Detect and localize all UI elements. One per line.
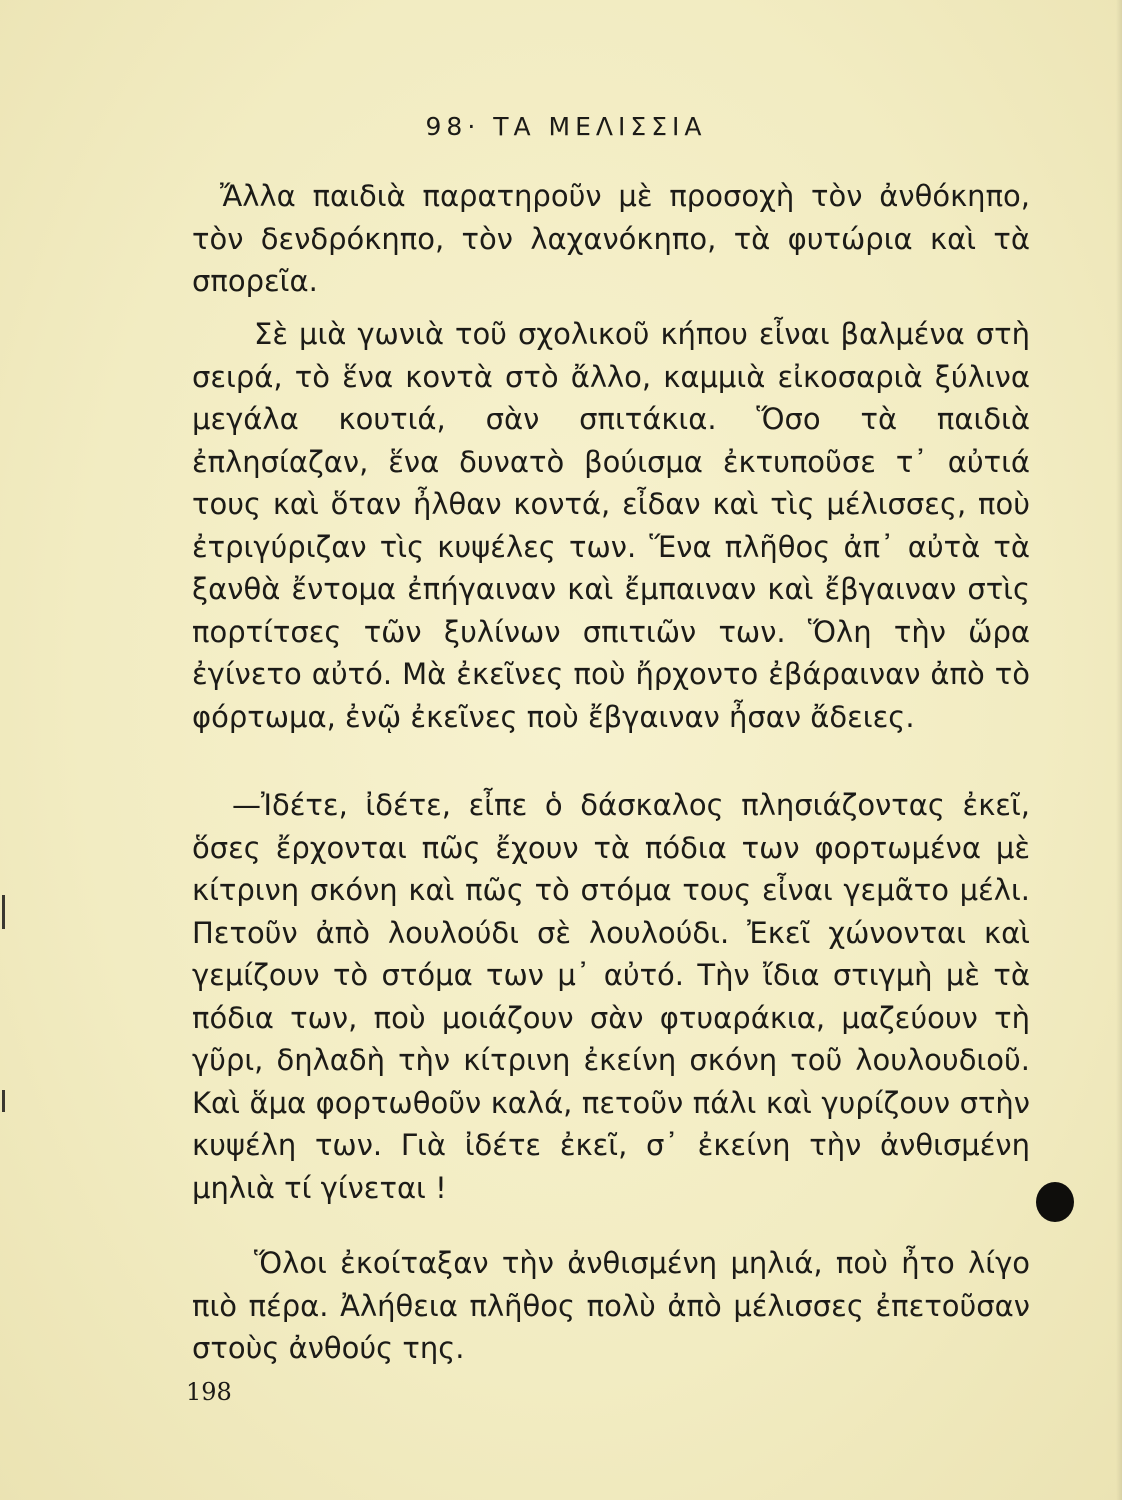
running-head: 98· ΤΑ ΜΕΛΙΣΣΙΑ [425, 112, 707, 141]
body-paragraph: Ὅλοι ἐκοίταξαν τὴν ἀνθισμένη μηλιά, ποὺ ἦτο λίγο πιὸ πέρα. Ἀλήθεια πλῆθος πολὺ ἀπὸ μέλισσες ἐπετοῦσαν στοὺς ἀνθούς της. [192, 1246, 1030, 1365]
paragraph-block-3 [192, 784, 1030, 1209]
body-paragraph: Ἄλλα παιδιὰ παρατηροῦν μὲ προσοχὴ τὸν ἀνθόκηπο, τὸν δενδρόκηπο, τὸν λαχανόκηπο, τὰ φυτώρια καὶ τὰ σπορεῖα. [192, 179, 1030, 298]
body-paragraph: —Ἰδέτε, ἰδέτε, εἶπε ὁ δάσκαλος πλησιάζοντας ἐκεῖ, ὅσες ἔρχονται πῶς ἔχουν τὰ πόδια των φορτωμένα μὲ κίτρινη σκόνη καὶ πῶς τὸ στόμα τους εἶναι γεμᾶτο μέλι. Πετοῦν ἀπὸ λουλούδι σὲ λουλούδι. Ἐκεῖ χώνονται καὶ γεμίζουν τὸ στόμα των μ᾽ αὐτό. Τὴν ἴδια στιγμὴ μὲ τὰ πόδια των, ποὺ μοιάζουν σὰν φτυαράκια, μαζεύουν τὴ γῦρι, δηλαδὴ τὴν κίτρινη ἐκείνη σκόνη τοῦ λουλουδιοῦ. Καὶ ἅμα φορτωθοῦν καλά, πετοῦν πάλι καὶ γυρίζουν στὴν κυψέλη των. Γιὰ ἰδέτε ἐκεῖ, σ᾽ ἐκείνη τὴν ἀνθισμένη μηλιὰ τί γίνεται ! [192, 788, 1030, 1205]
paragraph-block-4 [192, 1242, 1030, 1370]
margin-scan-mark [2, 1090, 5, 1112]
paragraph-block-1 [192, 175, 1030, 303]
paragraph-block-2 [192, 313, 1030, 738]
margin-scan-mark [2, 895, 5, 929]
ink-blot-mark [1036, 1182, 1074, 1222]
body-paragraph: Σὲ μιὰ γωνιὰ τοῦ σχολικοῦ κήπου εἶναι βαλμένα στὴ σειρά, τὸ ἕνα κοντὰ στὸ ἄλλο, καμμιὰ εἰκοσαριὰ ξύλινα μεγάλα κουτιά, σὰν σπιτάκια. Ὅσο τὰ παιδιὰ ἐπλησίαζαν, ἕνα δυνατὸ βούισμα ἐκτυποῦσε τ᾽ αὐτιά τους καὶ ὅταν ἦλθαν κοντά, εἶδαν καὶ τὶς μέλισσες, ποὺ ἐτριγύριζαν τὶς κυψέλες των. Ἕνα πλῆθος ἀπ᾽ αὐτὰ τὰ ξανθὰ ἔντομα ἐπήγαιναν καὶ ἔμπαιναν καὶ ἔβγαιναν στὶς πορτίτσες τῶν ξυλίνων σπιτιῶν των. Ὅλη τὴν ὥρα ἐγίνετο αὐτό. Μὰ ἐκεῖνες ποὺ ἤρχοντο ἐβάραιναν ἀπὸ τὸ φόρτωμα, ἐνῷ ἐκεῖνες ποὺ ἔβγαιναν ἦσαν ἄδειες. [192, 317, 1030, 734]
page-edge-shadow [1116, 0, 1122, 1500]
page-number: 198 [186, 1378, 232, 1406]
